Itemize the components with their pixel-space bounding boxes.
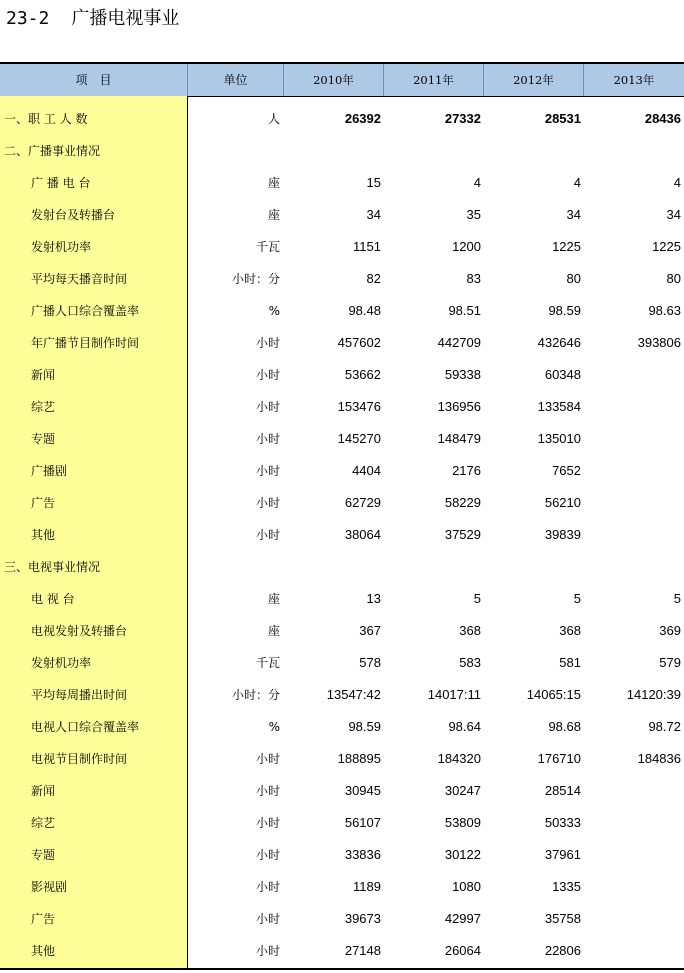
value-2013: 98.63: [648, 303, 681, 318]
value-2012: 37961: [544, 847, 581, 862]
value-2010: 4404: [352, 463, 381, 478]
value-2010: 367: [359, 623, 381, 638]
table-title: 广播电视事业: [71, 8, 180, 29]
value-2010: 39673: [344, 911, 381, 926]
value-2011: 26064: [444, 943, 481, 958]
row-label: 专题: [31, 432, 56, 446]
row-unit: 千瓦: [255, 240, 280, 254]
table-row: [0, 391, 684, 423]
table-row: [0, 359, 684, 391]
value-2012: 22806: [544, 943, 581, 958]
row-label: 专题: [31, 848, 56, 862]
value-2010: 457602: [337, 335, 381, 350]
row-label: 发射机功率: [31, 240, 92, 254]
row-unit: 座: [267, 624, 280, 638]
row-unit: 小时: [255, 336, 280, 350]
table-row: [0, 871, 684, 903]
table-body: [0, 103, 684, 967]
row-label: 新闻: [31, 368, 56, 382]
row-unit: 小时: [255, 368, 280, 382]
value-2010: 33836: [344, 847, 381, 862]
value-2011: 148479: [437, 431, 481, 446]
value-2011: 98.51: [448, 303, 481, 318]
value-2012: 34: [566, 207, 581, 222]
table-row: [0, 231, 684, 263]
value-2011: 83: [466, 271, 481, 286]
value-2010: 1189: [353, 879, 381, 894]
row-unit: 小时: [255, 464, 280, 478]
value-2010: 53662: [344, 367, 381, 382]
row-label: 发射机功率: [31, 656, 92, 670]
header-year-2012: 2012年: [484, 64, 584, 96]
table-row: [0, 647, 684, 679]
value-2013: 5: [673, 591, 681, 606]
value-2013: 1225: [652, 239, 681, 254]
table-row: [0, 103, 684, 135]
value-2011: 1080: [452, 879, 481, 894]
value-2011: 98.64: [448, 719, 481, 734]
value-2011: 442709: [437, 335, 481, 350]
value-2012: 98.59: [548, 303, 581, 318]
row-label: 三、电视事业情况: [4, 560, 101, 574]
row-label: 电视人口综合覆盖率: [31, 720, 140, 734]
value-2013: 80: [666, 271, 681, 286]
row-label: 电视发射及转播台: [31, 624, 128, 638]
value-2011: 1200: [452, 239, 481, 254]
row-unit: 小时: [255, 400, 280, 414]
row-label: 平均每天播音时间: [31, 272, 128, 286]
value-2011: 5: [473, 591, 481, 606]
row-unit: 小时: [255, 912, 280, 926]
table-row: [0, 711, 684, 743]
row-unit: 座: [267, 176, 280, 190]
row-unit: 小时: [255, 528, 280, 542]
row-label: 电 视 台: [31, 592, 75, 606]
table-row: [0, 775, 684, 807]
row-unit: 小时: [255, 848, 280, 862]
value-2012: 28531: [544, 111, 581, 126]
row-label: 平均每周播出时间: [31, 688, 128, 702]
row-label: 广 播 电 台: [31, 176, 91, 190]
value-2012: 14065:15: [526, 687, 581, 702]
value-2011: 184320: [437, 751, 481, 766]
value-2013: 579: [659, 655, 681, 670]
header-item: 项 目: [0, 64, 188, 96]
value-2010: 26392: [344, 111, 381, 126]
value-2013: 4: [673, 175, 681, 190]
value-2010: 27148: [344, 943, 381, 958]
row-unit: 千瓦: [255, 656, 280, 670]
row-unit: 小时: [255, 432, 280, 446]
table-row: [0, 615, 684, 647]
value-2012: 133584: [537, 399, 581, 414]
value-2012: 1225: [552, 239, 581, 254]
value-2010: 188895: [337, 751, 381, 766]
value-2010: 34: [366, 207, 381, 222]
value-2011: 59338: [444, 367, 481, 382]
value-2010: 13: [366, 591, 381, 606]
value-2010: 13547:42: [326, 687, 381, 702]
row-label: 一、职 工 人 数: [4, 112, 88, 126]
value-2012: 50333: [544, 815, 581, 830]
table-row: [0, 583, 684, 615]
header-year-2010: 2010年: [284, 64, 384, 96]
value-2013: 28436: [644, 111, 681, 126]
value-2011: 37529: [444, 527, 481, 542]
row-label: 影视剧: [31, 880, 68, 894]
value-2010: 98.59: [348, 719, 381, 734]
row-unit: %: [268, 304, 280, 318]
value-2013: 98.72: [648, 719, 681, 734]
row-label: 综艺: [31, 400, 56, 414]
value-2011: 4: [473, 175, 481, 190]
row-unit: 座: [267, 208, 280, 222]
table-number: 23-2: [6, 8, 50, 29]
table-row: [0, 263, 684, 295]
table-row: [0, 551, 684, 583]
row-unit: 小时: [255, 944, 280, 958]
table-row: [0, 135, 684, 167]
row-unit: %: [268, 720, 280, 734]
value-2010: 1151: [353, 239, 381, 254]
value-2011: 58229: [444, 495, 481, 510]
row-label: 其他: [31, 528, 56, 542]
value-2010: 38064: [344, 527, 381, 542]
table-row: [0, 455, 684, 487]
table-header: [0, 64, 684, 96]
row-label: 广告: [31, 912, 56, 926]
value-2012: 581: [559, 655, 581, 670]
header-year-2011: 2011年: [384, 64, 484, 96]
value-2011: 35: [466, 207, 481, 222]
value-2010: 56107: [344, 815, 381, 830]
value-2010: 153476: [337, 399, 381, 414]
value-2011: 2176: [452, 463, 481, 478]
value-2010: 145270: [337, 431, 381, 446]
value-2011: 30247: [444, 783, 481, 798]
value-2011: 583: [459, 655, 481, 670]
value-2013: 14120:39: [626, 687, 681, 702]
table-row: [0, 199, 684, 231]
table-row: [0, 423, 684, 455]
table-row: [0, 743, 684, 775]
value-2011: 368: [459, 623, 481, 638]
value-2012: 368: [559, 623, 581, 638]
table-row: [0, 519, 684, 551]
row-unit: 小时: [255, 880, 280, 894]
row-label: 综艺: [31, 816, 56, 830]
value-2012: 176710: [537, 751, 581, 766]
value-2012: 1335: [552, 879, 581, 894]
table-row: [0, 935, 684, 967]
value-2012: 5: [573, 591, 581, 606]
table-row: [0, 903, 684, 935]
row-unit: 人: [267, 112, 280, 126]
bottom-rule: [0, 968, 684, 970]
value-2010: 82: [366, 271, 381, 286]
row-unit: 小时: [255, 784, 280, 798]
value-2010: 578: [359, 655, 381, 670]
value-2012: 28514: [544, 783, 581, 798]
value-2012: 60348: [544, 367, 581, 382]
value-2013: 34: [666, 207, 681, 222]
table-row: [0, 679, 684, 711]
row-label: 广告: [31, 496, 56, 510]
row-label: 其他: [31, 944, 56, 958]
row-label: 年广播节目制作时间: [31, 336, 140, 350]
value-2012: 39839: [544, 527, 581, 542]
row-unit: 小时: [255, 816, 280, 830]
row-label: 广播剧: [31, 464, 68, 478]
row-label: 发射台及转播台: [31, 208, 116, 222]
value-2012: 80: [566, 271, 581, 286]
table-row: [0, 327, 684, 359]
value-2012: 4: [573, 175, 581, 190]
page-title: [6, 6, 179, 32]
table-row: [0, 487, 684, 519]
row-label: 二、广播事业情况: [4, 144, 101, 158]
row-unit: 座: [267, 592, 280, 606]
value-2011: 27332: [444, 111, 481, 126]
header-year-2013: 2013年: [584, 64, 684, 96]
header-unit: 单位: [188, 64, 284, 96]
table-row: [0, 807, 684, 839]
value-2011: 53809: [444, 815, 481, 830]
value-2010: 62729: [344, 495, 381, 510]
row-unit: 小时: [255, 752, 280, 766]
row-label: 广播人口综合覆盖率: [31, 304, 140, 318]
value-2013: 184836: [637, 751, 681, 766]
value-2011: 30122: [444, 847, 481, 862]
table-row: [0, 295, 684, 327]
value-2011: 42997: [444, 911, 481, 926]
value-2011: 14017:11: [427, 687, 481, 702]
value-2013: 369: [659, 623, 681, 638]
value-2010: 15: [366, 175, 381, 190]
value-2012: 56210: [544, 495, 581, 510]
value-2011: 136956: [437, 399, 481, 414]
value-2012: 432646: [537, 335, 581, 350]
row-unit: 小时：分: [231, 272, 280, 286]
value-2012: 135010: [537, 431, 581, 446]
value-2012: 98.68: [548, 719, 581, 734]
value-2012: 35758: [544, 911, 581, 926]
row-label: 电视节目制作时间: [31, 752, 128, 766]
value-2010: 30945: [344, 783, 381, 798]
table-row: [0, 167, 684, 199]
row-unit: 小时: [255, 496, 280, 510]
value-2013: 393806: [637, 335, 681, 350]
table-row: [0, 839, 684, 871]
row-label: 新闻: [31, 784, 56, 798]
value-2012: 7652: [552, 463, 581, 478]
value-2010: 98.48: [348, 303, 381, 318]
row-unit: 小时：分: [231, 688, 280, 702]
